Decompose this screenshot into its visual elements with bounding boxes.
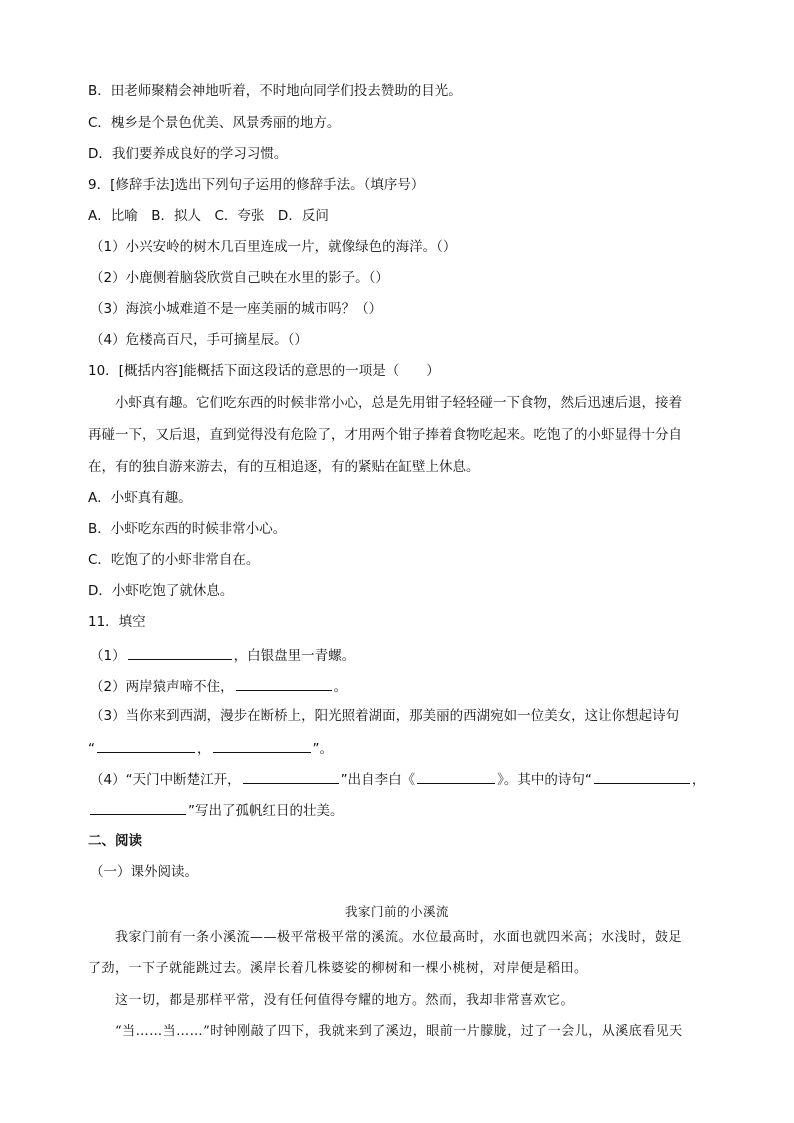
q10-option-c: C．吃饱了的小虾非常自在。 <box>88 552 260 568</box>
q10-passage-line-1: 小虾真有趣。它们吃东西的时候非常小心，总是先用钳子轻轻碰一下食物，然后迅速后退，接着 <box>115 395 682 411</box>
fill-blank[interactable] <box>417 769 495 784</box>
q11-item-1: （1） ，白银盘里一青螺。 <box>90 645 355 663</box>
story-paragraph-3: “当……当……”时钟刚敲了四下，我就来到了溪边，眼前一片朦胧，过了一会儿，从溪底看见天 <box>115 1024 683 1039</box>
fill-blank[interactable] <box>236 676 332 691</box>
q11-item-3-line-2: “ ， ”。 <box>88 738 333 756</box>
q8-option-c: C．槐乡是个景色优美、风景秀丽的地方。 <box>88 115 341 131</box>
fill-blank[interactable] <box>90 800 186 815</box>
q11-item-4-line-1: （4）“天门中断楚江开， ”出自李白《 》。其中的诗句“ ， <box>90 769 705 787</box>
q9-sentence-2: （2）小鹿侧着脑袋欣赏自己映在水里的影子。（） <box>90 270 389 286</box>
q8-option-d: D．我们要养成良好的学习习惯。 <box>88 146 288 162</box>
story-paragraph-1-line-2: 了劲，一下子就能跳过去。溪岸长着几株婆娑的柳树和一棵小桃树，对岸便是稻田。 <box>88 961 588 976</box>
fill-blank[interactable] <box>128 645 232 660</box>
q10-passage-line-2: 再碰一下，又后退，直到觉得没有危险了，才用两个钳子捧着食物吃起来。吃饱了的小虾显得十分自 <box>88 427 682 443</box>
q11-item-3-line-1: （3）当你来到西湖，漫步在断桥上，阳光照着湖面，那美丽的西湖宛如一位美女，这让你想起诗句 <box>90 708 680 724</box>
fill-blank[interactable] <box>594 769 690 784</box>
q10-passage-line-3: 在，有的独自游来游去，有的互相追逐，有的紧贴在缸壁上休息。 <box>88 459 480 475</box>
q10-stem: 10．[概括内容]能概括下面这段话的意思的一项是（ ） <box>88 363 440 379</box>
story-paragraph-2: 这一切，都是那样平常，没有任何值得夸耀的地方。然而，我却非常喜欢它。 <box>115 993 575 1008</box>
fill-blank[interactable] <box>213 738 311 753</box>
q11-item-4-line-2: ”写出了孤帆红日的壮美。 <box>88 800 344 818</box>
q9-sentence-3: （3）海滨小城难道不是一座美丽的城市吗？（） <box>90 301 383 317</box>
q10-option-b: B．小虾吃东西的时候非常小心。 <box>88 521 287 537</box>
fill-blank[interactable] <box>97 738 195 753</box>
section-title: 二、阅读 <box>88 833 142 849</box>
section-subtitle: （一）课外阅读。 <box>90 864 198 880</box>
story-paragraph-1-line-1: 我家门前有一条小溪流——极平常极平常的溪流。水位最高时，水面也就四米高；水浅时，鼓足 <box>115 930 683 945</box>
q9-options: A．比喻 B．拟人 C．夸张 D．反问 <box>88 208 329 224</box>
q11-item-2: （2）两岸猿声啼不住， 。 <box>90 676 347 694</box>
q10-option-a: A．小虾真有趣。 <box>88 490 192 506</box>
fill-blank[interactable] <box>243 769 339 784</box>
q9-sentence-1: （1）小兴安岭的树木几百里连成一片，就像绿色的海洋。（） <box>90 239 457 255</box>
q10-option-d: D．小虾吃饱了就休息。 <box>88 583 234 599</box>
q9-stem: 9．[修辞手法]选出下列句子运用的修辞手法。（填序号） <box>88 177 425 193</box>
q8-option-b: B．田老师聚精会神地听着，不时地向同学们投去赞助的目光。 <box>88 83 462 99</box>
story-title: 我家门前的小溪流 <box>344 904 449 919</box>
q11-stem: 11．填空 <box>88 614 146 630</box>
q9-sentence-4: （4）危楼高百尺，手可摘星辰。（） <box>90 332 308 348</box>
